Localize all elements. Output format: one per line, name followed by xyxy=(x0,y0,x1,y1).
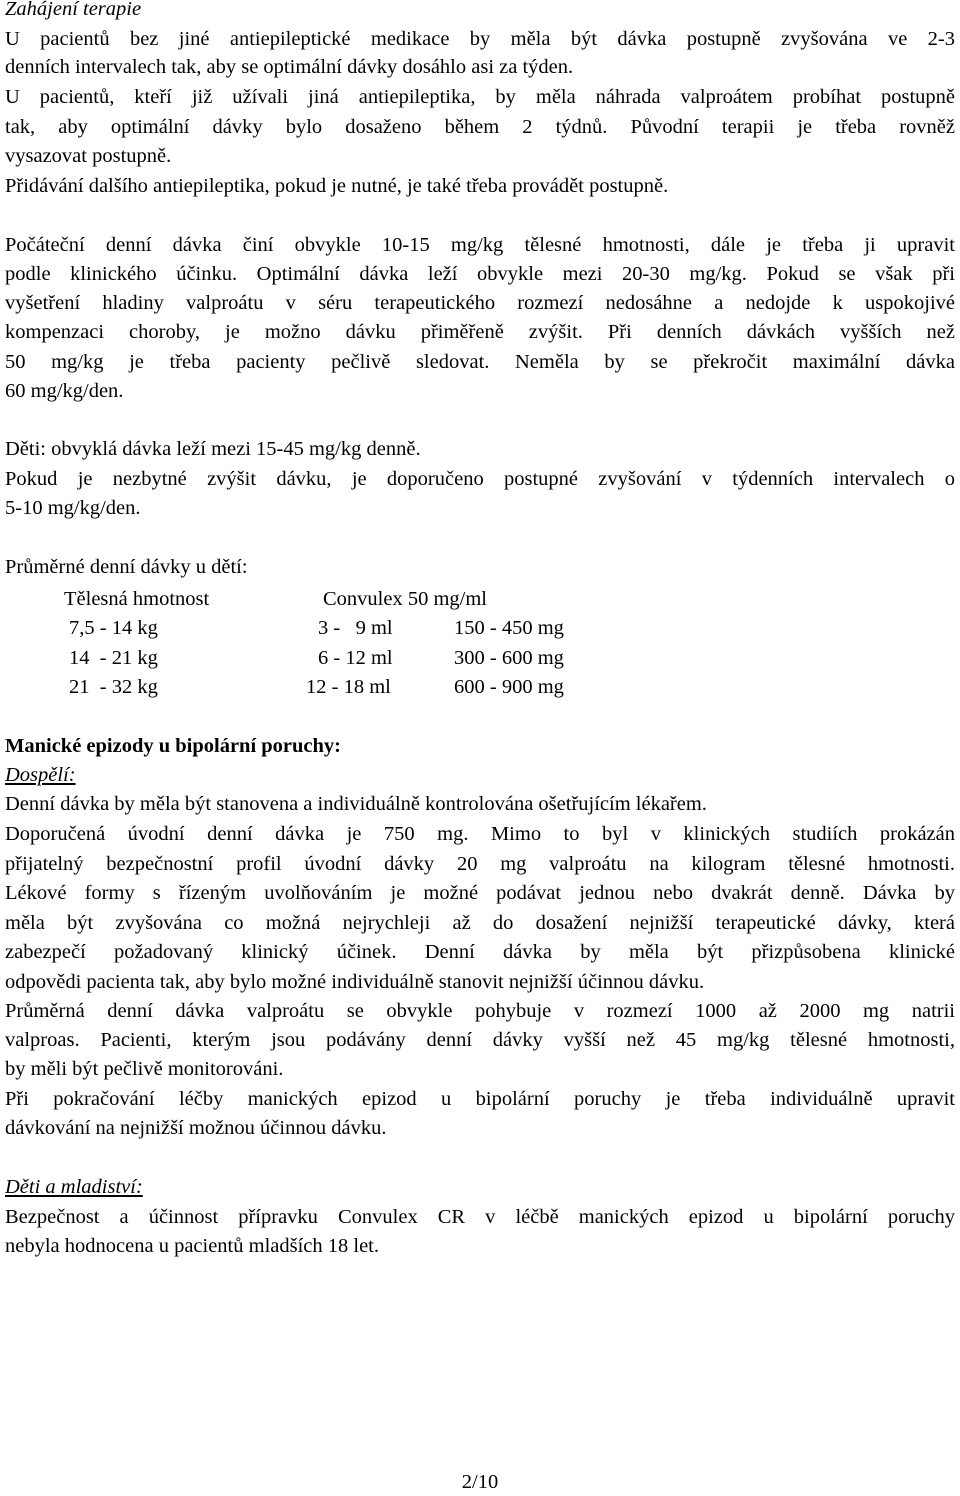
paragraph-line: Lékové formy s řízeným uvolňováním je možné podávat jednou nebo dvakrát denně. Dávka by xyxy=(5,882,955,904)
paragraph-line: zabezpečí požadovaný klinický účinek. Denní dávka by měla být přizpůsobena klinické xyxy=(5,941,955,963)
paragraph-line: denních intervalech tak, aby se optimální dávky dosáhlo asi za týden. xyxy=(5,56,574,78)
paragraph-line: Pokud je nezbytné zvýšit dávku, je doporučeno postupné zvyšování v týdenních intervalech o xyxy=(5,468,955,490)
paragraph-line: 5-10 mg/kg/den. xyxy=(5,497,141,519)
paragraph-line: kompenzaci choroby, je možno dávku přiměřeně zvýšit. Při denních dávkách vyšších než xyxy=(5,321,955,343)
paragraph-line: Bezpečnost a účinnost přípravku Convulex CR v léčbě manických epizod u bipolární poruchy xyxy=(5,1206,955,1228)
paragraph-line: 50 mg/kg je třeba pacienty pečlivě sledovat. Neměla by se překročit maximální dávka xyxy=(5,351,955,373)
paragraph-line: vysazovat postupně. xyxy=(5,145,172,167)
paragraph-line: by měli být pečlivě monitorováni. xyxy=(5,1058,284,1080)
subsection-heading-children: Děti a mladiství: xyxy=(5,1176,143,1198)
table-header-product: Convulex 50 mg/ml xyxy=(323,588,487,610)
table-cell-weight: 14 - 21 kg xyxy=(69,647,158,669)
paragraph-line: Doporučená úvodní denní dávka je 750 mg. Mimo to byl v klinických studiích prokázán xyxy=(5,823,955,845)
table-header-weight: Tělesná hmotnost xyxy=(64,588,210,610)
paragraph-line: Denní dávka by měla být stanovena a individuálně kontrolována ošetřujícím lékařem. xyxy=(5,793,707,815)
table-cell-mg: 600 - 900 mg xyxy=(454,676,564,698)
subsection-heading-adults: Dospělí: xyxy=(5,764,76,786)
paragraph-line: přijatelný bezpečnostní profil úvodní dávky 20 mg valproátu na kilogram tělesné hmotnosti. xyxy=(5,853,955,875)
table-cell-weight: 7,5 - 14 kg xyxy=(69,617,158,639)
section-title: Manické epizody u bipolární poruchy: xyxy=(5,735,342,757)
paragraph-line: tak, aby optimální dávky bylo dosaženo během 2 týdnů. Původní terapii je třeba rovněž xyxy=(5,116,955,138)
table-cell-ml: 6 - 12 ml xyxy=(318,647,393,669)
paragraph-line: U pacientů, kteří již užívali jiná antiepileptika, by měla náhrada valproátem probíhat postupně xyxy=(5,86,955,108)
paragraph-line: vyšetření hladiny valproátu v séru terapeutického rozmezí nedosáhne a nedojde k uspokojivé xyxy=(5,292,955,314)
table-cell-mg: 300 - 600 mg xyxy=(454,647,564,669)
paragraph-line: Přidávání dalšího antiepileptika, pokud je nutné, je také třeba provádět postupně. xyxy=(5,175,669,197)
table-caption: Průměrné denní dávky u dětí: xyxy=(5,556,248,578)
paragraph-line: nebyla hodnocena u pacientů mladších 18 let. xyxy=(5,1235,380,1257)
paragraph-line: Počáteční denní dávka činí obvykle 10-15 mg/kg tělesné hmotnosti, dále je třeba ji upravit xyxy=(5,234,955,256)
paragraph-line: odpovědi pacienta tak, aby bylo možné individuálně stanovit nejnižší účinnou dávku. xyxy=(5,971,705,993)
table-cell-ml: 3 - 9 ml xyxy=(318,617,393,639)
paragraph-line: měla být zvyšována co možná nejrychleji až do dosažení nejnižší terapeutické dávky, která xyxy=(5,912,955,934)
paragraph-line: Děti: obvyklá dávka leží mezi 15-45 mg/kg denně. xyxy=(5,438,421,460)
paragraph-line: Při pokračování léčby manických epizod u bipolární poruchy je třeba individuálně upravit xyxy=(5,1088,955,1110)
table-cell-mg: 150 - 450 mg xyxy=(454,617,564,639)
section-title: Zahájení terapie xyxy=(5,0,142,20)
table-cell-weight: 21 - 32 kg xyxy=(69,676,158,698)
paragraph-line: dávkování na nejnižší možnou účinnou dávku. xyxy=(5,1117,387,1139)
paragraph-line: Průměrná denní dávka valproátu se obvykle pohybuje v rozmezí 1000 až 2000 mg natrii xyxy=(5,1000,955,1022)
page-number: 2/10 xyxy=(461,1471,499,1493)
paragraph-line: 60 mg/kg/den. xyxy=(5,380,124,402)
paragraph-line: podle klinického účinku. Optimální dávka leží obvykle mezi 20-30 mg/kg. Pokud se však při xyxy=(5,263,955,285)
paragraph-line: valproas. Pacienti, kterým jsou podávány denní dávky vyšší než 45 mg/kg tělesné hmotnosti, xyxy=(5,1029,955,1051)
paragraph-line: U pacientů bez jiné antiepileptické medikace by měla být dávka postupně zvyšována ve 2-3 xyxy=(5,28,955,50)
table-cell-ml: 12 - 18 ml xyxy=(306,676,391,698)
